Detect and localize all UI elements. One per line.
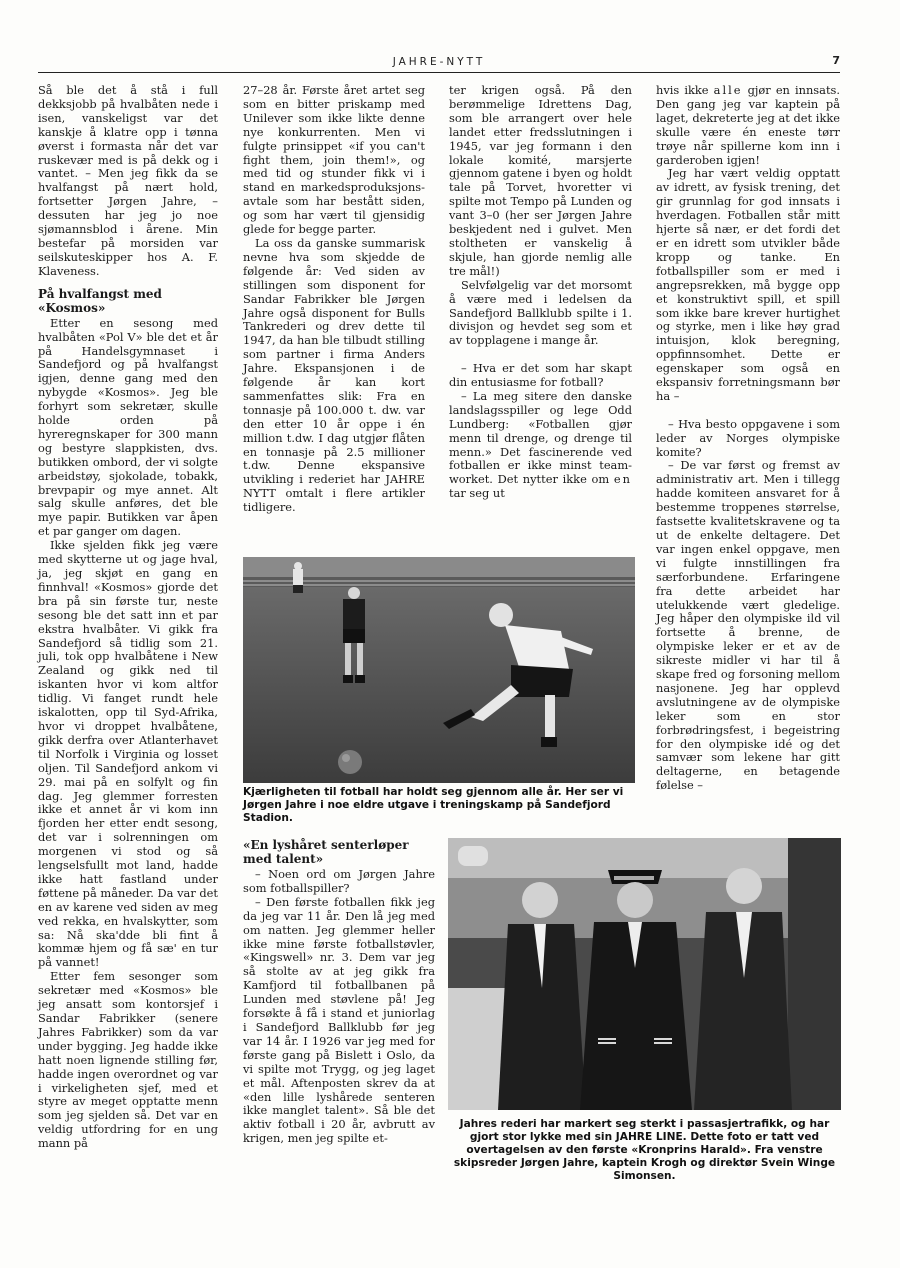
paragraph: Så ble det å stå i full dekksjobb på hvalbåten nede i isen, vanskeligst var det kanskje å klatre opp i tønna øverst i formasta når det var ruskevær med is på dekk og i vantet. – Men jeg fikk da se hvalfangst på nært hold, fortsetter Jørgen Jahre, – dessuten har jeg jo noe sjømannsblod i årene. Min bestefar på morsiden var seilskuteskipper hos A. F. Klaveness. (38, 83, 218, 278)
paragraph: Jeg har vært veldig opptatt av idrett, av fysisk trening, det gir grunnlag for god innsats i hverdagen. Fotballen står mitt hjerte så nær, er det fordi det er en idrett som utvikler både kropp og tanke. En fotballspiller som er med i angrepsrekken, må bygge opp et konstruktivt spill, et spill som ikke bare krever hurtighet og styrke, men i like høy grad intuisjon, klok beregning, oppfinnsomhet. Dette er egenskaper som også en ekspansiv forretningsmann bør ha – (656, 166, 840, 403)
section-heading: «En lyshåret senterløper med talent» (243, 838, 409, 866)
ship-bridge-photo-image (448, 838, 841, 1110)
spaced-word: alle (713, 83, 743, 97)
football-photo-caption: Kjærligheten til fotball har holdt seg gjennom alle år. Her ser vi Jørgen Jahre i noe eldre utgave i treningskamp på Sandefjord Stadion. (243, 786, 624, 824)
football-photo-image (243, 557, 635, 783)
paragraph: Etter en sesong med hvalbåten «Pol V» ble det et år på Handelsgymnaset i Sandefjord og på hvalfangst igjen, denne gang med den nybygde «Kosmos». Jeg ble forhyrt som sekretær, skulle holde orden på hyreregnskaper for 300 mann og bestyre slappkisten, dvs. butikken ombord, der vi solgte arbeidstøy, sjokolade, tobakk, brevpapir og mye annet. Alt salg skulle anføres, det ble mye papir. Butikken var åpen et par ganger om dagen. (38, 315, 218, 539)
article-column-2 (243, 84, 425, 544)
ship-bridge-photo-caption: Jahres rederi har markert seg sterkt i passasjertrafikk, og har gjort stor lykke med sin JAHRE LINE. Dette foto er tatt ved overtagelsen av den første «Kronprins Harald». Fra venstre skipsreder Jørgen Jahre, kaptein Krogh og direktør Svein Winge Simonsen. (453, 1118, 836, 1182)
text-run: – La meg sitere den danske landslagsspiller og lege Odd Lundberg: «Fotballen gjør menn til drenge, og drenge til menn.» Det fascinerende ved fotballen er ikke minst team-worket. Det nytter ikke om (449, 388, 632, 487)
section-heading: På hvalfangst med «Kosmos» (38, 286, 162, 315)
article-column-2-lower (243, 838, 435, 1178)
ship-bridge-photo (448, 838, 841, 1110)
paragraph: Ikke sjelden fikk jeg være med skytterne ut og jage hval, ja, jeg skjøt en gang en finnhval! «Kosmos» gjorde det bra på sin første tur, neste sesong ble det satt inn et par ekstra hvalbåter. Vi gikk fra Sandefjord så tidlig som 21. juli, tok opp hvalbåtene i New Zealand og gikk ned til iskanten hvor vi kom altfor tidlig. Vi fanget rundt hele iskalotten, opp til Syd-Afrika, hvor vi droppet hvalbåtene, gikk derfra over Atlanterhavet til Norfolk i Virginia og losset oljen. Til Sandefjord ankom vi 29. mai på en solfylt og fin dag. Jeg glemmer forresten ikke et annet år vi kom inn fjorden her etter endt sesong, det var i solrenningen om morgenen vi stod og så lengselsfullt mot land, hadde ikke hatt fastland under føttene på måneder. Da var det en av karene ved siden av meg ved rekka, en hvalskytter, som sa: Nå ska'dde bli fint å kommæ hjem og få sæ' en tur på vannet! (38, 538, 218, 970)
paragraph: Etter fem sesonger som sekretær med «Kosmos» ble jeg ansatt som kontorsjef i Sandar Fabrikker (senere Jahres Fabrikker) som da var under bygging. Jeg hadde ikke hatt noen lignende stilling før, hadde ingen overordnet og var i virkeligheten sjef, med et styre av meget opptatte menn som jeg sjelden så. Det var en veldig utfordring for en ung mann på (38, 969, 218, 1151)
paragraph: La oss da ganske summarisk nevne hva som skjedde de følgende år: Ved siden av stillingen som disponent for Sandar Fabrikker ble Jørgen Jahre også disponent for Bulls Tankrederi og drev dette til 1947, da han ble tilbudt stilling som partner i firma Anders Jahre. Ekspansjonen i de følgende år kan kort sammenfattes slik: Fra en tonnasje på 100.000 t. dw. var den etter 10 år oppe i én million t.dw. I dag utgjør flåten en tonnasje på 2.5 millioner t.dw. Denne ekspansive utvikling i rederiet har JAHRE NYTT omtalt i flere artikler tidligere. (243, 235, 425, 515)
paragraph: ter krigen også. På den berømmelige Idrettens Dag, som ble arrangert over hele landet etter fredsslutningen i 1945, var jeg formann i den lokale komité, marsjerte gjennom gatene i byen og holdt tale på Torvet, hvoretter vi spilte mot Tempo på Lunden og vant 3–0 (her ser Jørgen Jahre beskjedent ned i gulvet. Men stoltheten er vanskelig å skjule, han gjorde nemlig alle tre mål!) (449, 83, 632, 278)
paragraph: 27–28 år. Første året artet seg som en bitter priskamp med Unilever som ikke likte denne nye konkurrenten. Men vi fulgte prinsippet «if you can't fight them, join them!», og med tid og stunder fikk vi i stand en markedsproduksjons-avtale som har bestått siden, og som har vært til gjensidig glede for begge parter. (243, 83, 425, 237)
text-run: hvis ikke (656, 83, 714, 97)
page-number: 7 (832, 54, 840, 67)
paragraph: – De var først og fremst av administrativ art. Men i tillegg hadde komiteen ansvaret for å bestemme troppenes størrelse, fastsette kvalitetskravene og ta ut de enkelte deltagere. Det var ingen enkel oppgave, men vi fulgte innstillingen fra særforbundene. Erfaringene fra dette arbeidet har utelukkende vært gledelige. Jeg håper den olympiske ild vil fortsette å brenne, de olympiske leker er et av de sikreste midler vi har til å skape fred og forsoning mellom nasjonene. Jeg har opplevd avslutningene av de olympiske leker som en stor forbrødringsfest, i begeistring for den olympiske idé og det samvær som lekene har gitt deltagerne, en betagende følelse – (656, 458, 840, 793)
text-run: gjør en innsats. Den gang jeg var kaptein på laget, dekreterte jeg at det ikke skulle være én eneste tørr trøye når spillerne kom inn i garderoben igjen! (656, 83, 840, 167)
question-paragraph: – Noen ord om Jørgen Jahre som fotballspiller? (243, 867, 435, 895)
text-run: tar seg ut (449, 486, 505, 501)
spaced-word: en (613, 472, 632, 487)
article-column-1 (38, 84, 218, 1194)
article-column-4 (656, 84, 840, 824)
paragraph (656, 84, 840, 167)
article-column-3 (449, 84, 632, 544)
question-paragraph: – Hva er det som har skapt din entusiasme for fotball? (449, 361, 632, 390)
paragraph (449, 390, 632, 501)
header-rule (38, 72, 840, 73)
football-photo (243, 557, 635, 783)
publication-title: JAHRE-NYTT (392, 56, 486, 68)
paragraph: – Den første fotballen fikk jeg da jeg var 11 år. Den lå jeg med om natten. Jeg glemmer heller ikke mine første fotballstøvler, «Kingswell» nr. 3. Dem var jeg så stolte av at jeg gikk fra Kamfjord til fotballbanen på Lunden med støvlene på! Jeg forsøkte å få i stand et juniorlag i Sandefjord Ballklubb før jeg var 14 år. I 1926 var jeg med for første gang på Bislett i Oslo, da vi spilte mot Trygg, og jeg laget et mål. Aftenposten skrev da at «den lille lyshårede senteren ikke manglet talent». Så ble det aktiv fotball i 20 år, avbrutt av krigen, men jeg spilte et- (243, 894, 435, 1146)
paragraph: Selvfølgelig var det morsomt å være med i ledelsen da Sandefjord Ballklubb spilte i 1. divisjon og hevdet seg som et av topplagene i mange år. (449, 277, 632, 348)
question-paragraph: – Hva besto oppgavene i som leder av Norges olympiske komite? (656, 416, 840, 459)
